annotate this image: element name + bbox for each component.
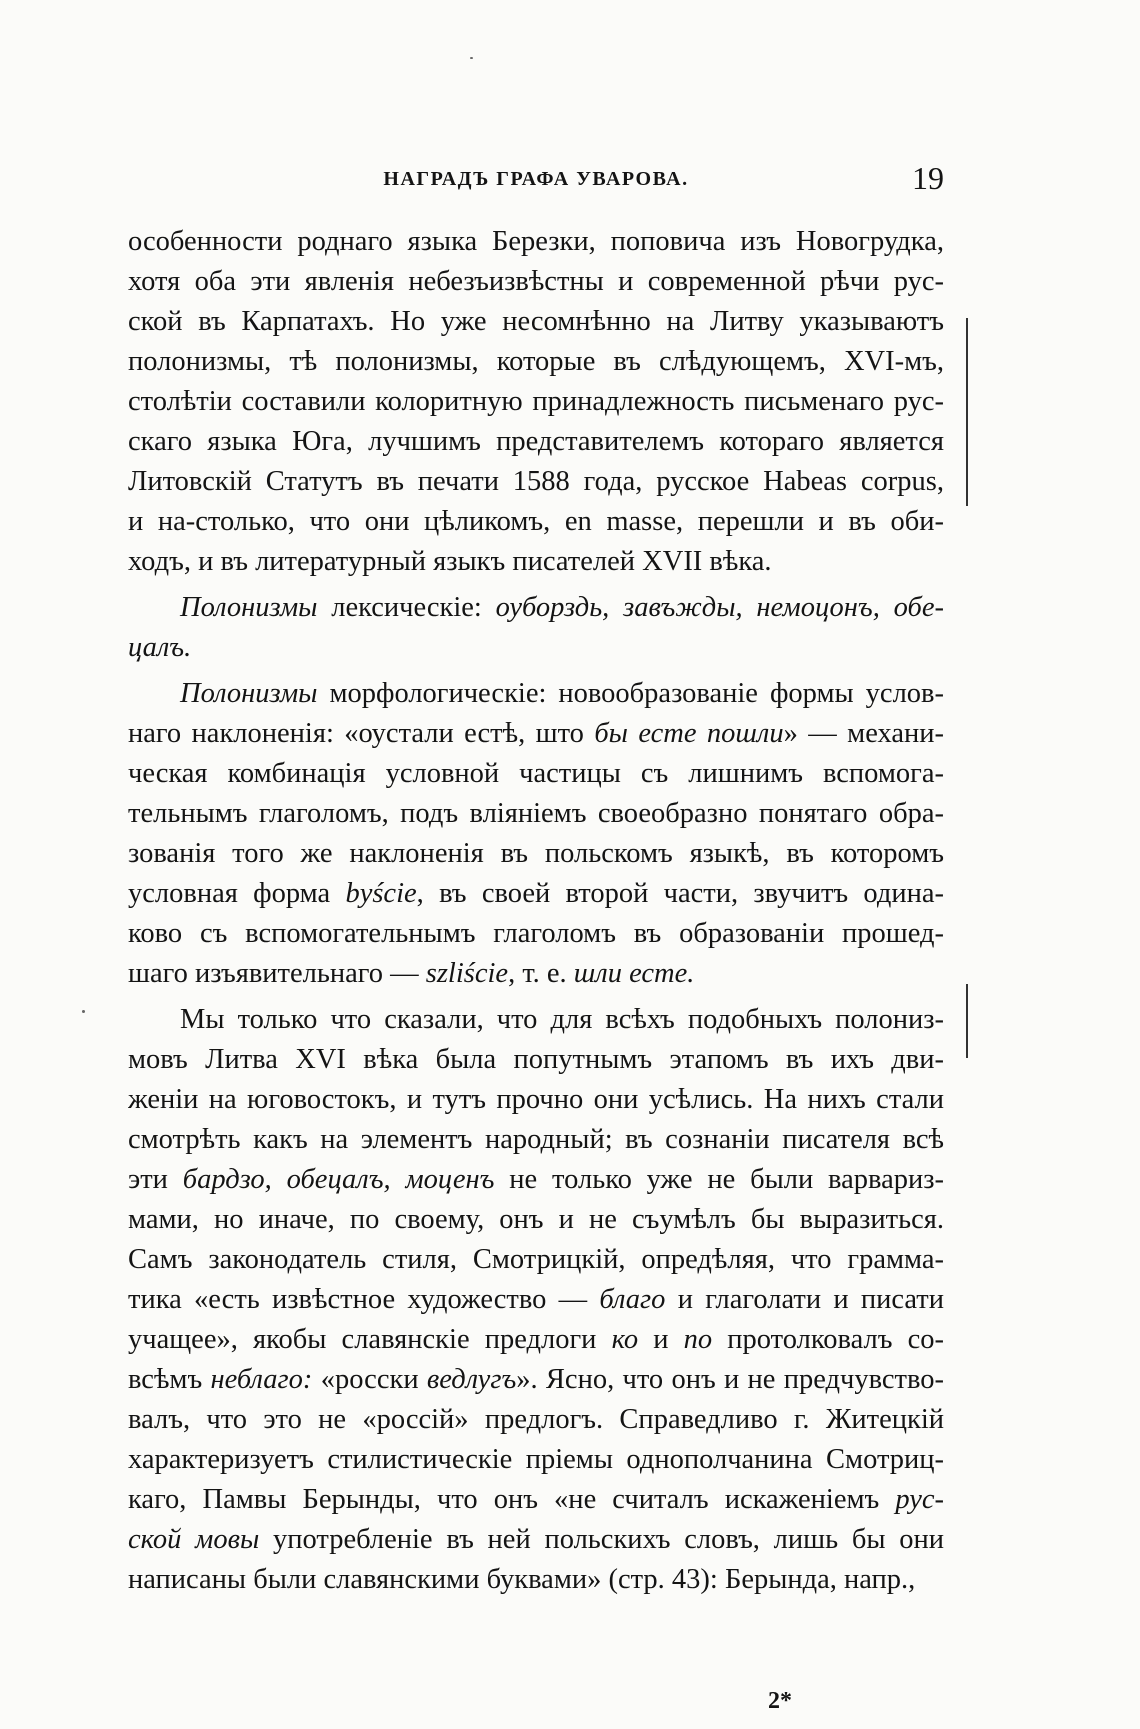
text-run: Самъ законодатель стиля, Смотрицкій, опредѣляя, что грамма- — [128, 1244, 944, 1275]
text-run: учащее», якобы славянскіе предлоги — [128, 1324, 612, 1355]
page-number: 19 — [912, 160, 944, 196]
text-run: скаго языка Юга, лучшимъ представителемъ котораго является — [128, 426, 944, 457]
text-run: мовъ Литва XVI вѣка была попутнымъ этапомъ въ ихъ дви- — [128, 1044, 944, 1075]
text-line — [128, 1400, 944, 1440]
text-run: особенности роднаго языка Березки, поповича изъ Новогрудка, — [128, 226, 944, 257]
italic-text: ведлугъ — [426, 1364, 517, 1395]
text-run: эти — [128, 1164, 183, 1195]
paragraph — [128, 674, 944, 994]
body-text — [128, 222, 944, 1600]
text-line — [128, 1200, 944, 1240]
text-run: употребленіе въ ней польскихъ словъ, лишь бы они — [259, 1524, 944, 1555]
text-run: , въ своей второй части, звучитъ одина- — [416, 878, 944, 909]
text-run: и — [638, 1324, 684, 1355]
text-line — [128, 588, 944, 628]
text-line — [128, 874, 944, 914]
text-run: тельнымъ глаголомъ, подъ вліяніемъ своеобразно понятаго обра- — [128, 798, 944, 829]
italic-text: шли есте. — [573, 958, 695, 989]
margin-mark — [966, 984, 968, 1058]
italic-text: благо — [599, 1284, 666, 1315]
text-run: «росски — [312, 1364, 427, 1395]
text-run: условная форма — [128, 878, 346, 909]
paragraph — [128, 1000, 944, 1600]
text-line — [128, 1040, 944, 1080]
text-run: ческая комбинація условной частицы съ лишнимъ вспомога- — [128, 758, 944, 789]
signature-mark: 2* — [768, 1688, 792, 1714]
italic-text: Полонизмы — [180, 592, 318, 623]
text-line — [128, 1080, 944, 1120]
text-line — [128, 1000, 944, 1040]
text-run: характеризуетъ стилистическіе пріемы однополчанина Смотриц- — [128, 1444, 944, 1475]
text-run: Мы только что сказали, что для всѣхъ подобныхъ полониз- — [180, 1004, 944, 1035]
text-line — [128, 262, 944, 302]
text-run: каго, Памвы Берынды, что онъ «не считалъ искаженіемъ — [128, 1484, 896, 1515]
text-run: мами, но иначе, по своему, онъ и не съумѣлъ бы выразиться. — [128, 1204, 944, 1235]
italic-text: цалъ. — [128, 632, 192, 663]
italic-text: ской мовы — [128, 1524, 260, 1555]
text-run: и глаголати и писати — [665, 1284, 944, 1315]
text-run: валъ, что это не «россій» предлогъ. Справедливо г. Житецкій — [128, 1404, 944, 1435]
text-run: шаго изъявительнаго — — [128, 958, 426, 989]
text-run: зованія того же наклоненія въ польскомъ языкѣ, въ которомъ — [128, 838, 944, 869]
paper-speck — [470, 57, 473, 59]
text-line — [128, 1240, 944, 1280]
text-line — [128, 1120, 944, 1160]
text-line — [128, 1160, 944, 1200]
text-line — [128, 1360, 944, 1400]
text-line — [128, 382, 944, 422]
text-line — [128, 1520, 944, 1560]
text-run: Литовскій Статутъ въ печати 1588 года, русское Habeas corpus, — [128, 466, 944, 497]
margin-mark — [966, 318, 968, 506]
text-line — [128, 754, 944, 794]
text-run: тика «есть извѣстное художество — — [128, 1284, 600, 1315]
text-line — [128, 502, 944, 542]
text-line — [128, 342, 944, 382]
text-line — [128, 714, 944, 754]
paper-speck — [82, 1010, 85, 1013]
text-line — [128, 794, 944, 834]
italic-text: szliście — [425, 958, 509, 989]
text-line — [128, 302, 944, 342]
text-run: столѣтіи составили колоритную принадлежность письменаго рус- — [128, 386, 944, 417]
text-line — [128, 222, 944, 262]
text-line — [128, 462, 944, 502]
italic-text: рус- — [895, 1484, 944, 1515]
italic-text: бардзо, обецалъ, моценъ — [182, 1164, 495, 1195]
text-line — [128, 1480, 944, 1520]
italic-text: оуборздь, завъжды, немоцонъ, обе- — [495, 592, 944, 623]
text-run: » — механи- — [783, 718, 944, 749]
running-head: НАГРАДЪ ГРАФА УВАРОВА. — [383, 168, 689, 190]
text-run: лексическіе: — [317, 592, 496, 623]
text-run: , т. е. — [508, 958, 574, 989]
italic-text: неблаго: — [210, 1364, 313, 1395]
text-run: хотя оба эти явленія небезъизвѣстны и современной рѣчи рус- — [128, 266, 944, 297]
italic-text: по — [683, 1324, 713, 1355]
text-run: женіи на юговостокъ, и тутъ прочно они усѣлись. На нихъ стали — [128, 1084, 944, 1115]
text-run: не только уже не были варвариз- — [494, 1164, 944, 1195]
italic-text: бы есте пошли — [594, 718, 784, 749]
text-line — [128, 1320, 944, 1360]
text-run: ской въ Карпатахъ. Но уже несомнѣнно на Литву указываютъ — [128, 306, 944, 337]
text-run: наго наклоненія: «оустали естѣ, што — [128, 718, 595, 749]
paragraph — [128, 588, 944, 668]
italic-text: Полонизмы — [180, 678, 318, 709]
text-line — [128, 1280, 944, 1320]
text-run: ходъ, и въ литературный языкъ писателей XVII вѣка. — [128, 546, 772, 577]
text-run: морфологическіе: новообразованіе формы услов- — [317, 678, 944, 709]
text-run: и на-столько, что они цѣликомъ, en masse, перешли и въ оби- — [128, 506, 944, 537]
text-run: полонизмы, тѣ полонизмы, которые въ слѣдующемъ, XVI-мъ, — [128, 346, 944, 377]
text-line — [128, 1560, 944, 1600]
text-run: ». Ясно, что онъ и не предчувство- — [516, 1364, 944, 1395]
text-line — [128, 834, 944, 874]
text-line — [128, 422, 944, 462]
page-header — [128, 160, 944, 200]
text-line — [128, 954, 944, 994]
text-line — [128, 1440, 944, 1480]
text-run: смотрѣть какъ на элементъ народный; въ сознаніи писателя всѣ — [128, 1124, 944, 1155]
italic-text: byście — [345, 878, 417, 909]
text-run: написаны были славянскими буквами» (стр. 43): Берында, напр., — [128, 1564, 916, 1595]
text-run: всѣмъ — [128, 1364, 211, 1395]
text-run: протолковалъ со- — [712, 1324, 944, 1355]
text-run: ково съ вспомогательнымъ глаголомъ въ образованіи прошед- — [128, 918, 944, 949]
text-line — [128, 674, 944, 714]
text-line — [128, 542, 944, 582]
paragraph — [128, 222, 944, 582]
text-line — [128, 914, 944, 954]
text-line — [128, 628, 944, 668]
italic-text: ко — [611, 1324, 639, 1355]
